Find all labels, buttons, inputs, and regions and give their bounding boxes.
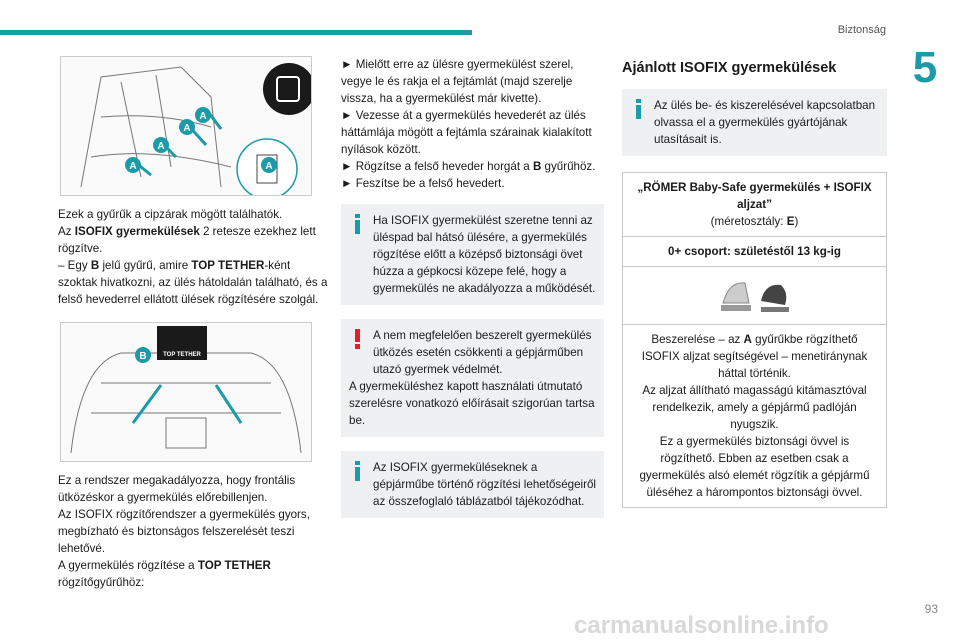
size-class — [631, 213, 878, 230]
paragraph-rings — [58, 206, 330, 308]
warning-text-2: A gyermeküléshez kapott használati útmutató szerelésre vonatkozó előírásait szigorúan tartsa be. — [349, 380, 595, 427]
table-row-group — [623, 236, 886, 266]
info-icon — [632, 99, 646, 119]
column-right — [622, 56, 887, 508]
bold-term: B — [532, 160, 542, 173]
text-run: A gyermekülés rögzítése a — [58, 559, 198, 572]
step-1: ► Mielőtt erre az ülésre gyermekülést szerel, vegye le és rakja el a fejtámlát (majd szerelje vissza, ha a gyermekülést már kivette). — [341, 58, 574, 105]
text-run: rögzítőgyűrűhöz: — [58, 576, 145, 589]
text-run: 2 retesze ezekhez lett rögzítve. — [58, 225, 316, 255]
info-icon — [351, 461, 365, 481]
text-run: -ként szoktak hivatkozni, az ülés hátoldalán található, és a felső hevederrel ellátott ülések rögzítésére szolgál. — [58, 259, 328, 306]
warning-note — [341, 319, 604, 437]
warning-icon — [351, 329, 365, 349]
info-icon — [351, 214, 365, 234]
isofix-seat-illustration — [61, 57, 311, 195]
text-run: – Egy — [58, 259, 91, 272]
text-run: (méretosztály: — [710, 215, 787, 228]
text-run: Beszerelése – az — [651, 333, 744, 346]
top-tether-illustration — [61, 323, 311, 461]
warning-text-1: A nem megfelelően beszerelt gyermekülés ütközés esetén csökkenti a gépjárműben utazó gyermek védelmét. — [373, 329, 592, 376]
text-p3: Ez a rendszer megakadályozza, hogy frontális ütközéskor a gyermekülés előrebillenjen. — [58, 474, 296, 504]
top-tether-figure — [60, 322, 312, 462]
info-note-3-text: Az ülés be- és kiszerelésével kapcsolatban olvassa el a gyermekülés gyártójának utasításait is. — [654, 99, 876, 146]
label-a-4: A — [129, 161, 137, 172]
info-note-1 — [341, 204, 604, 305]
label-b: B — [139, 351, 147, 362]
bold-term: B — [90, 259, 100, 272]
table-title: „RÖMER Baby-Safe gyermekülés + ISOFIX aljzat” — [637, 181, 872, 211]
step-4: ► Feszítse be a felső hevedert. — [341, 177, 505, 190]
label-a-5: A — [265, 161, 273, 172]
table-row-title — [623, 173, 886, 236]
step-3 — [341, 158, 604, 175]
paragraph-top-tether — [58, 472, 330, 591]
text-run: ) — [794, 215, 799, 228]
group-label: 0+ csoport: születéstől 13 kg-ig — [668, 245, 841, 258]
label-a-2: A — [183, 123, 191, 134]
info-note-1-text: Ha ISOFIX gyermekülést szeretne tenni az üléspad bal hátsó ülésére, a gyermekülés rögzítése előtt a középső biztonsági övet húzza a gépkocsi közepe felé, hogy a gyermekülés ne akadályozza a működését. — [373, 214, 596, 295]
bold-term: E — [786, 215, 795, 228]
text-run: Az — [58, 225, 75, 238]
label-a-1: A — [199, 111, 207, 122]
child-seat-image — [715, 273, 795, 317]
step-2: ► Vezesse át a gyermekülés hevederét az ülés háttámlája mögött a fejtámla szárainak kialakított nyílások között. — [341, 109, 592, 156]
table-row-image — [623, 266, 886, 324]
column-middle — [341, 56, 604, 518]
info-note-2 — [341, 451, 604, 518]
bold-term: TOP TETHER — [191, 259, 265, 272]
bold-term: ISOFIX gyermekülések — [74, 225, 200, 238]
info-note-2-text: Az ISOFIX gyermeküléseknek a gépjárműbe történő rögzítési lehetőségeiről az összefoglaló táblázatból tájékozódhat. — [373, 461, 596, 508]
recommended-heading: Ajánlott ISOFIX gyermekülések — [622, 60, 837, 76]
desc-3: Ez a gyermekülés biztonsági övvel is rögzíthető. Ebben az esetben csak a gyermekülés alsó elemét rögzítik a gépjármű üléséhez a hárompontos biztonsági övvel. — [639, 435, 870, 499]
bold-term: A — [743, 333, 752, 346]
info-note-3 — [622, 89, 887, 156]
isofix-logo-icon — [263, 63, 311, 115]
section-title: Biztonság — [837, 24, 886, 36]
text-run: gyűrűkbe rögzíthető ISOFIX aljzat segítségével – menetiránynak háttal történik. — [641, 333, 868, 380]
column-left — [58, 56, 330, 591]
label-a-3: A — [157, 141, 165, 152]
text-run: gyűrűhöz. — [541, 160, 596, 173]
isofix-seat-figure — [60, 56, 312, 196]
desc-1 — [633, 331, 876, 382]
table-row-description — [623, 324, 886, 507]
text-run: ► Rögzítse a felső heveder horgát a — [341, 160, 533, 173]
rings-location-text: Ezek a gyűrűk a cipzárak mögött találhatók. — [58, 208, 283, 221]
top-accent-bar — [0, 30, 472, 35]
bold-term: TOP TETHER — [197, 559, 271, 572]
page-number: 93 — [924, 602, 938, 616]
desc-2: Az aljzat állítható magasságú kitámasztóval rendelkezik, amely a gépjármű padlóján nyugszik. — [642, 384, 867, 431]
top-tether-badge: TOP TETHER — [163, 352, 201, 358]
text-p4: Az ISOFIX rögzítőrendszer a gyermekülés gyors, megbízható és biztonságos felszerelését teszi lehetővé. — [58, 508, 310, 555]
chapter-number: 5 — [912, 43, 938, 92]
watermark: carmanualsonline.info — [574, 612, 829, 639]
text-run: jelű gyűrű, amire — [99, 259, 192, 272]
child-seat-table — [622, 172, 887, 508]
